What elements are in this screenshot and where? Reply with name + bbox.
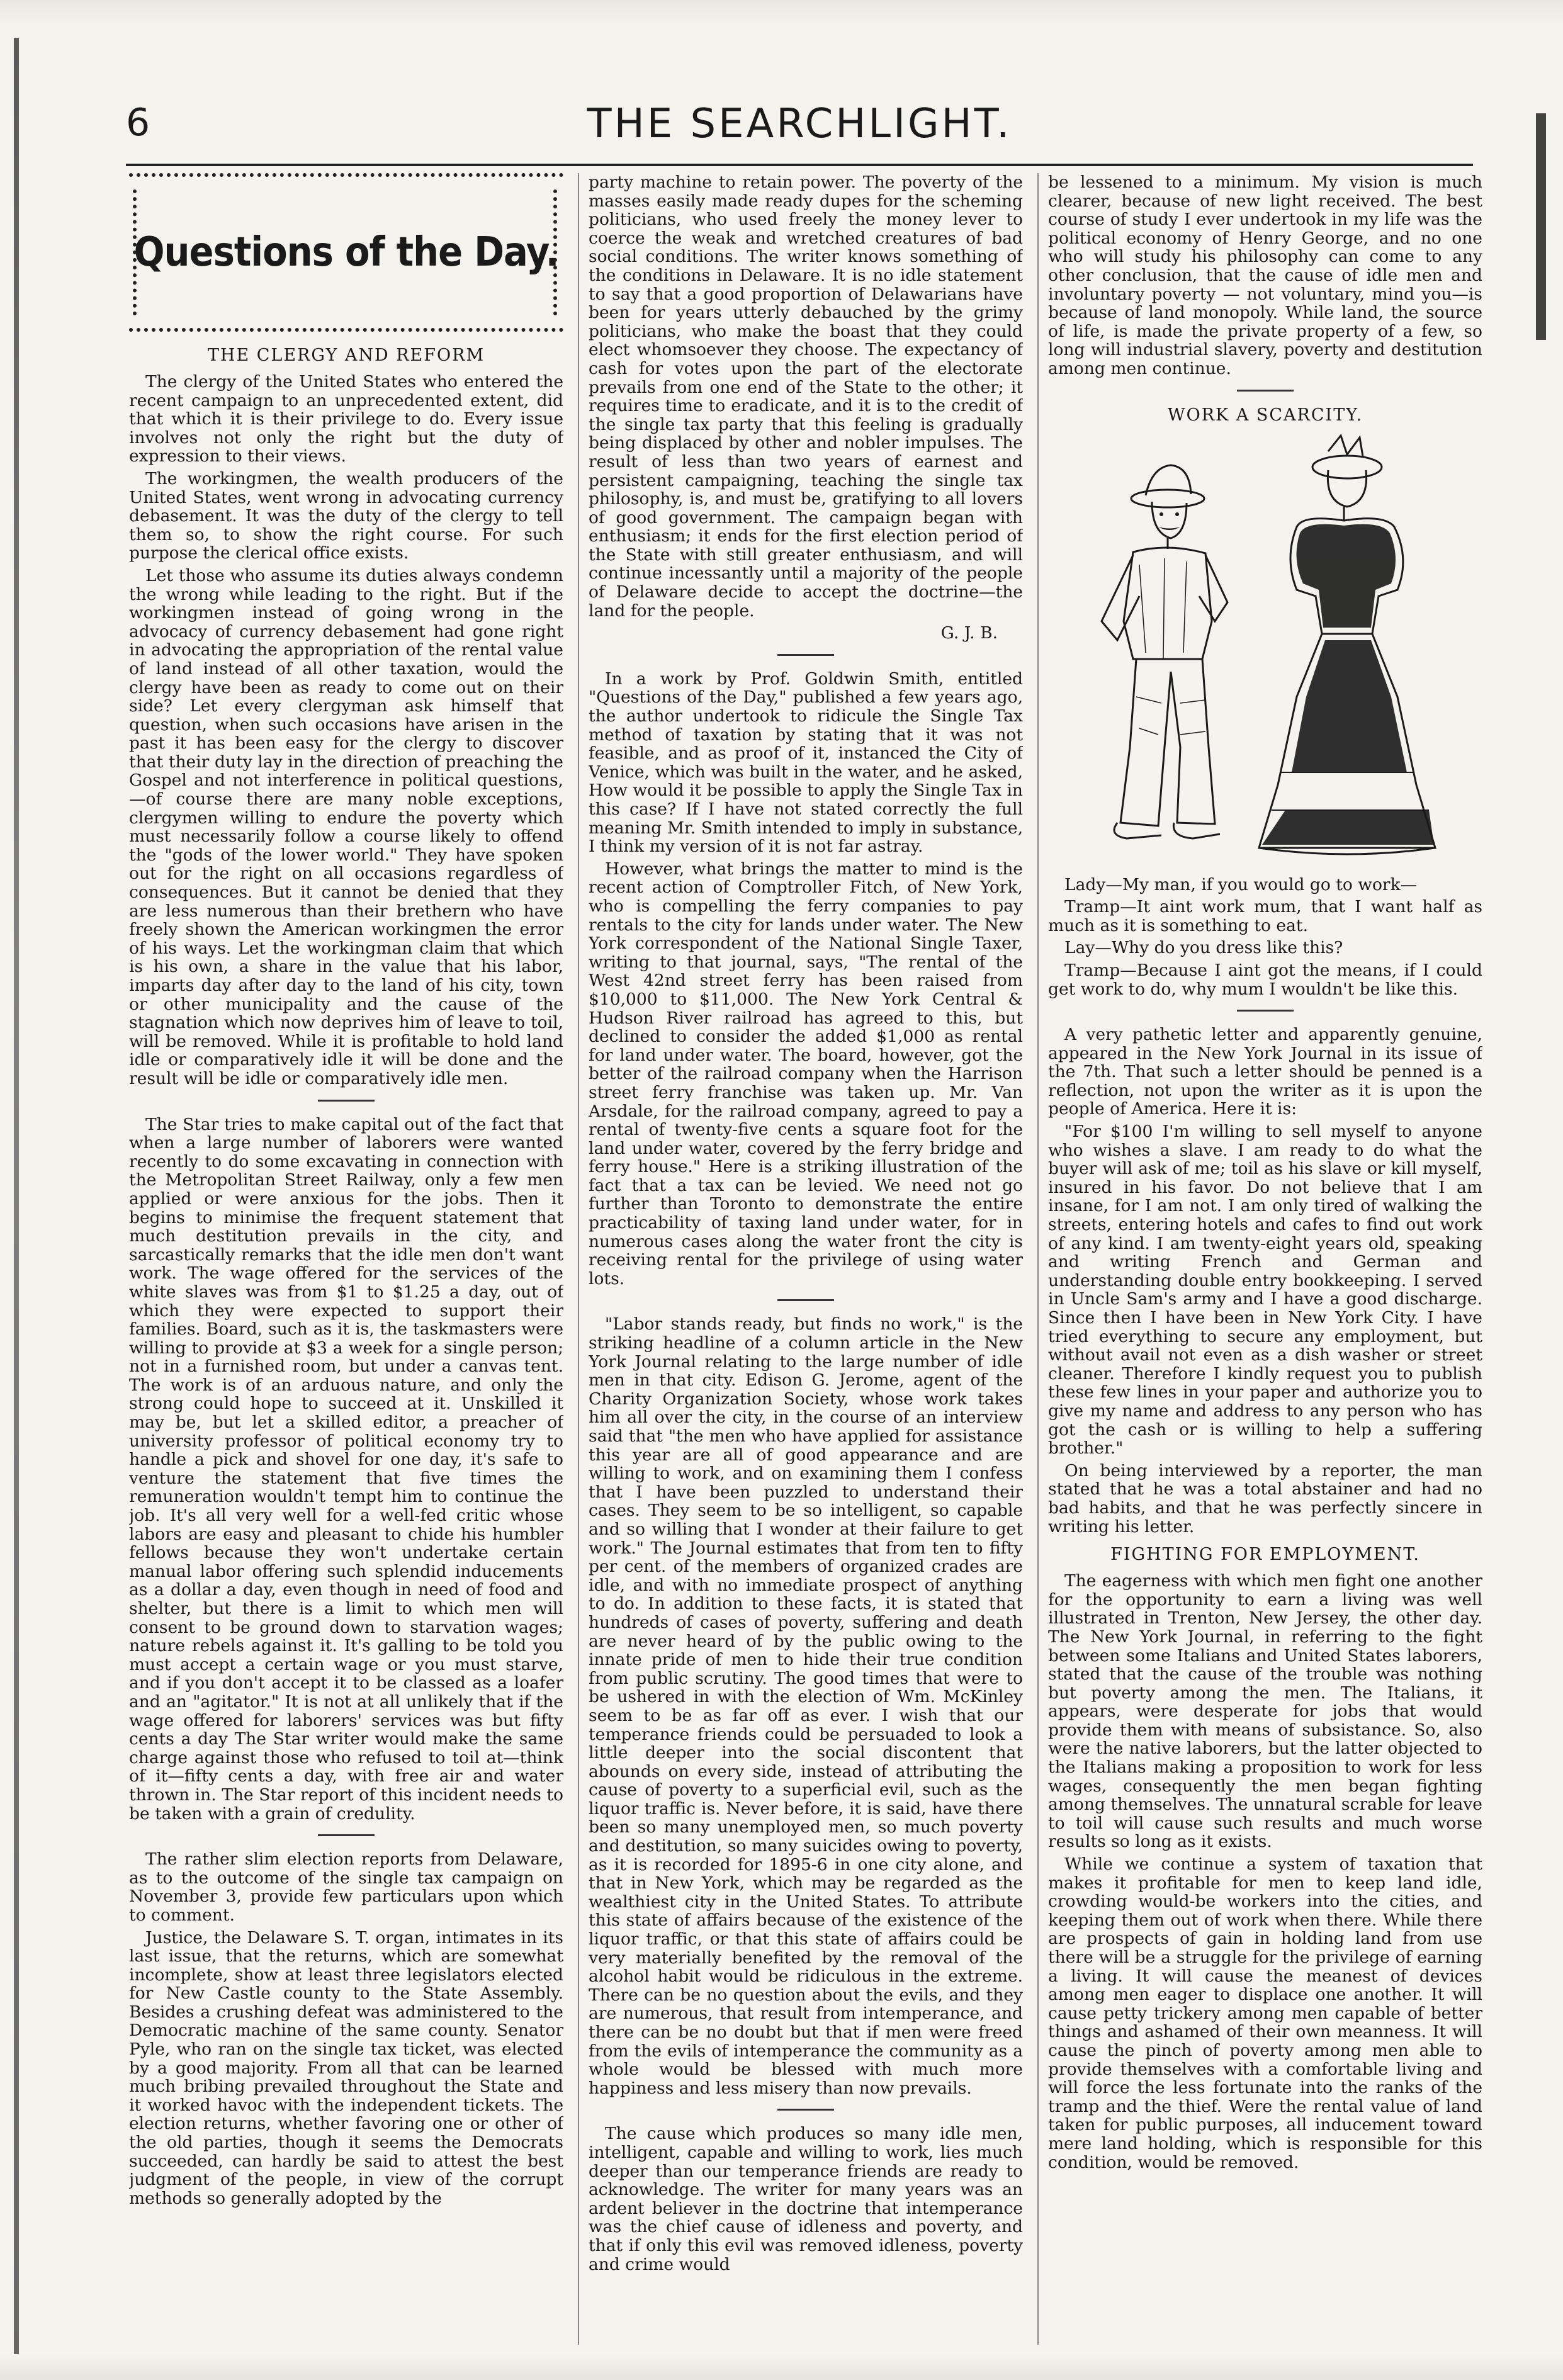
paragraph: be lessened to a minimum. My vision is much clearer, because of new light received. The best course of study I ever undertook in my life was the political economy of Henry George, and no one who will study his philosophy can come to any other conclusion, that the cause of idle men and involuntary poverty — not voluntary, mind you—is because of land monopoly. While land, the source of life, is made the private property of a few, so long will industrial slavery, poverty and destitution among men continue.: [1048, 173, 1482, 378]
separator: [1237, 390, 1294, 392]
cartoon-dialogue: [1048, 876, 1482, 999]
signature: G. J. B.: [940, 623, 998, 643]
scan-edge-top: [0, 0, 1563, 25]
paragraph: In a work by Prof. Goldwin Smith, entitled "Questions of the Day," published a few years ago, the author undertook to ridicule the Single Tax method of taxation by stating that it was not feasible, and as proof of it, instanced the City of Venice, which was built in the water, and he asked, How would it be possible to apply the Single Tax in this case? If I have not stated correctly the full meaning Mr. Smith intended to imply in substance, I think my version of it is not far astray.: [589, 668, 1023, 857]
separator: [777, 654, 834, 656]
article-star: [129, 1115, 563, 1824]
page-number: 6: [126, 101, 150, 145]
column-1: [129, 173, 563, 2345]
separator: [318, 1100, 375, 1102]
paragraph: The clergy of the United States who entered the recent campaign to an unprecedented extent, did that which it is their privilege to do. Every issue involves not only the right but the duty of expression to their views.: [129, 372, 563, 466]
paragraph: On being interviewed by a reporter, the man stated that he was a total abstainer and had no bad habits, and that he was perfectly sincere in writing his letter.: [1048, 1460, 1482, 1537]
scan-mark-right: [1536, 113, 1546, 340]
scan-edge-bottom: [0, 2354, 1563, 2380]
paragraph: Let those who assume its duties always condemn the wrong while leading to the right. But if the workingmen instead of going wrong in the advocacy of currency debasement had gone right in advocating the appropriation of the rental value of land instead of all other taxation, would the clergy have been as ready to come out on their side? Let every clergyman ask himself that question, when such occasions have arisen in the past it has been easy for the clergy to discover that their duty lay in the direction of preaching the Gospel and not interference in political questions,—of course there are many noble exceptions, clergymen willing to endure the poverty which must necessarily follow a course likely to offend the "gods of the lower world." They have spoken out for the right on all occasions regardless of consequences. But it cannot be denied that they are less numerous than their brethern who have freely shown the American workingmen the error of his ways. Let the workingman claim that which is his own, a share in the value that his labor, imparts day after day to the land of his city, town or other municipality and the cause of the stagnation which now deprives him of leave to toil, will be removed. While it is profitable to hold land idle or comparatively idle it will be done and the result will be idle or comparatively idle men.: [129, 565, 563, 1088]
paragraph: A very pathetic letter and apparently genuine, appeared in the New York Journal in its issue of the 7th. That such a letter should be penned is a reflection, not upon the writer as it is upon the people of America. Here it is:: [1048, 1025, 1482, 1119]
paragraph: "For $100 I'm willing to sell myself to anyone who wishes a slave. I am ready to do what the buyer will ask of me; toil as his slave or kill myself, insured in his favor. Do not believe that I am insane, for I am not. I am only tired of walking the streets, entering hotels and cafes to find out work of any kind. I am twenty-eight years old, speaking and writing French and German and understanding double entry bookkeeping. I served in Uncle Sam's army and I have a good discharge. Since then I have been in New York City. I have tried everything to secure any employment, but without avail not even as a dish washer or street cleaner. Therefore I kindly request you to publish these few lines in your paper and authorize you to give my name and address to any person who has got the cash or is willing to help a suffering brother.": [1048, 1122, 1482, 1458]
article-fighting-for-employment: [1048, 1572, 1482, 2172]
cartoon-heading: WORK A SCARCITY.: [1167, 405, 1363, 425]
article-cause-continued: [1048, 173, 1482, 378]
paragraph: However, what brings the matter to mind is the recent action of Comptroller Fitch, of New York, who is compelling the ferry companies to pay rentals to the city for lands under water. The New York correspondent of the National Single Taxer, writing to that journal, says, "The rental of the West 42nd street ferry has been raised from $10,000 to $11,000. The New York Central & Hudson River railroad has agreed to this, but declined to consider the added $1,000 as rental for land under water. The board, however, got the better of the railroad company when the Harrison street ferry franchise was taken up. Mr. Van Arsdale, for the railroad company, agreed to pay a rental of twenty-five cents a square foot for the land under water, covered by the ferry bridge and ferry house." Here is a striking illustration of the fact that a tax can be levied. We need not go further than Toronto to demonstrate the entire practicability of taxing land under water, for in numerous cases along the water front the city is receiving rental for the privilege of using water lots.: [589, 859, 1023, 1289]
article-delaware-continued: [589, 173, 1023, 643]
column-3: [1048, 173, 1482, 2345]
paragraph: The workingmen, the wealth producers of the United States, went wrong in advocating currency debasement. It was the duty of the clergy to tell them so, to show the right course. For such purpose the clerical office exists.: [129, 468, 563, 563]
paragraph: The cause which produces so many idle men, intelligent, capable and willing to work, lies much deeper than our temperance friends are ready to acknowledge. The writer for many years was an ardent believer in the doctrine that intemperance was the chief cause of idleness and poverty, and that if only this evil was removed idleness, poverty and crime would: [589, 2124, 1023, 2274]
paragraph: The eagerness with which men fight one another for the opportunity to earn a living was well illustrated in Trenton, New Jersey, the other day. The New York Journal, in referring to the fight between some Italians and United States laborers, stated that the cause of the trouble was nothing but poverty among the men. The Italians, it appears, were desperate for jobs that would provide them with means of subsistance. So, also were the native laborers, but the latter objected to the Italians making a proposition to work for less wages, consequently the men began fighting among themselves. The unnatural scrable for leave to toil will cause such results and much worse results so long as it exists.: [1048, 1571, 1482, 1852]
box-border-left: [133, 189, 143, 315]
masthead: [126, 94, 1473, 166]
section-heading: THE CLERGY AND REFORM: [207, 346, 485, 365]
dialogue-line: Tramp—It aint work mum, that I want half as much as it is something to eat.: [1048, 897, 1482, 935]
box-title: Questions of the Day.: [133, 229, 559, 276]
paragraph: The Star tries to make capital out of the fact that when a large number of laborers were wanted recently to do some excavating in connection with the Metropolitan Street Railway, only a few men applied or were anxious for the jobs. Then it begins to minimise the frequent statement that much destitution prevails in the city, and sarcastically remarks that the idle men don't want work. The wage offered for the services of the white slaves was from $1 to $1.25 a day, out of which they were expected to support their families. Board, such as it is, the taskmasters were willing to provide at $3 a week for a single person; not in a furnished room, but under a canvas tent. The work is of an arduous nature, and only the strong could hope to succeed at it. Unskilled it may be, but let a skilled editor, a preacher of university professor of political economy try to handle a pick and shovel for one day, it's safe to venture the statement that five times the remuneration wouldn't tempt him to continue the job. It's all very well for a well-fed critic whose labors are easy and pleasant to chide his humbler fellows because they won't undertake certain manual labor offering such splendid inducements as a dollar a day, even though in need of food and shelter, but there is a limit to which men will consent to be ground down to starvation wages; nature rebels against it. It's galling to be told you must accept a certain wage or you must starve, and if you don't accept it to be classed as a loafer and an "agitator." It is not at all unlikely that if the wage offered for laborers' services was but fifty cents a day The Star writer would make the same charge against those who refused to toil at—think of it—fifty cents a day, with free air and water thrown in. The Star report of this incident needs to be taken with a grain of credulity.: [129, 1114, 563, 1824]
dialogue-line: Tramp—Because I aint got the means, if I could get work to do, why mum I wouldn't be like this.: [1048, 960, 1482, 999]
separator: [777, 1299, 834, 1301]
newspaper-title: THE SEARCHLIGHT.: [587, 101, 1012, 147]
binding-edge: [14, 38, 19, 2354]
article-delaware: [129, 1850, 563, 2208]
column-rule-1: [578, 173, 579, 2345]
separator: [1237, 1010, 1294, 1012]
separator: [318, 1834, 375, 1836]
article-pathetic-letter: [1048, 1025, 1482, 1536]
paragraph: The rather slim election reports from Delaware, as to the outcome of the single tax campaign on November 3, provide few particulars upon which to comment.: [129, 1849, 563, 1925]
article-goldwin-smith: [589, 670, 1023, 1289]
paragraph: Justice, the Delaware S. T. organ, intimates in its last issue, that the returns, which are somewhat incomplete, show at least three legislators elected for New Castle county to the State Assembly. Besides a crushing defeat was administered to the Democratic machine of the same county. Senator Pyle, who ran on the single tax ticket, was elected by a good majority. From all that can be learned much bribing prevailed throughout the State and it worked havoc with the independent tickets. The election returns, whether favoring one or other of the old parties, though it seems the Democrats succeeded, can hardly be said to attest the best judgment of the people, in view of the corrupt methods so generally adopted by the: [129, 1927, 563, 2208]
questions-title-box: [129, 173, 563, 332]
article-labor-stands-ready: [589, 1315, 1023, 2097]
paragraph: While we continue a system of taxation that makes it profitable for men to keep land idle, crowding would-be workers into the cities, and keeping them out of work when there. While there are prospects of gain in holding land from use there will be a struggle for the privilege of earning a living. It will cause the meanest of devices among men eager to displace one another. It will cause petty trickery among men capable of better things and ashamed of their own meanness. It will cause the pinch of poverty among men able to provide themselves with a comfortable living and will force the less fortunate into the ranks of the tramp and the thief. Were the rental value of land taken for public purposes, all inducement toward mere land holding, which is responsible for this condition, would be removed.: [1048, 1854, 1482, 2172]
separator: [777, 2109, 834, 2111]
box-border-right: [553, 189, 563, 315]
paragraph: "Labor stands ready, but finds no work," is the striking headline of a column article in the New York Journal relating to the large number of idle men in that city. Edison G. Jerome, agent of the Charity Organization Society, whose work takes him all over the city, in the course of an interview said that "the men who have applied for assistance this year are all of good appearance and are willing to work, and on examining them I confess that I have been puzzled to understand their cases. They seem to be so intelligent, so capable and so willing that I wonder at their failure to get work." The Journal estimates that from ten to fifty per cent. of the members of organized crades are idle, and with no immediate prospect of anything to do. In addition to these facts, it is stated that hundreds of cases of poverty, suffering and death are never heard of by the public owing to the innate pride of men to hide their true condition from public scrutiny. The good times that were to be ushered in with the election of Wm. McKinley seem to be as far off as ever. I wish that our temperance friends could be persuaded to look a little deeper into the social discontent that abounds on every side, instead of attributing the cause of poverty to a superficial evil, such as the liquor traffic is. Never before, it is said, have there been so many unemployed men, so much poverty and destitution, so many suicides owing to poverty, as it is recorded for 1895-6 in one city alone, and that in New York, which may be regarded as the wealthiest city in the United States. To attribute this state of affairs because of the existence of the liquor traffic, or that this state of affairs could be very materially benefited by the removal of the alcohol habit would be ridiculous in the extreme. There can be no question about the evils, and they are numerous, that result from intemperance, and there can be no doubt but that if men were freed from the evils of intemperance the community as a whole would be blessed with much more happiness and less misery than now prevails.: [589, 1314, 1023, 2098]
section-heading: FIGHTING FOR EMPLOYMENT.: [1110, 1545, 1420, 1565]
paragraph: party machine to retain power. The poverty of the masses easily made ready dupes for the scheming politicians, who used freely the money lever to coerce the weak and wretched creatures of bad social conditions. The writer knows something of the conditions in Delaware. It is no idle statement to say that a good proportion of Delawarians have been for years utterly debauched by the grimy politicians, who make the boast that they could elect whomsoever they choose. The expectancy of cash for votes upon the part of the electorate prevails from one end of the State to the other; it requires time to eradicate, and it is to the credit of the single tax party that this feeling is gradually being displaced by other and nobler impulses. The result of less than two years of earnest and persistent campaigning, teaching the single tax philosophy, is, and must be, gratifying to all lovers of good government. The campaign began with enthusiasm; it ends for the first election period of the State with still greater enthusiasm, and will continue incessantly until a majority of the people of Delaware decide to accept the doctrine—the land for the people.: [589, 173, 1023, 621]
cartoon-tramp-and-lady: [1058, 432, 1473, 867]
column-rule-2: [1037, 173, 1039, 2345]
column-2: [589, 173, 1023, 2345]
article-clergy-reform: [129, 373, 563, 1088]
dialogue-line: Lay—Why do you dress like this?: [1064, 938, 1343, 958]
article-cause-of-idleness: [589, 2124, 1023, 2274]
dialogue-line: Lady—My man, if you would go to work—: [1064, 874, 1418, 894]
